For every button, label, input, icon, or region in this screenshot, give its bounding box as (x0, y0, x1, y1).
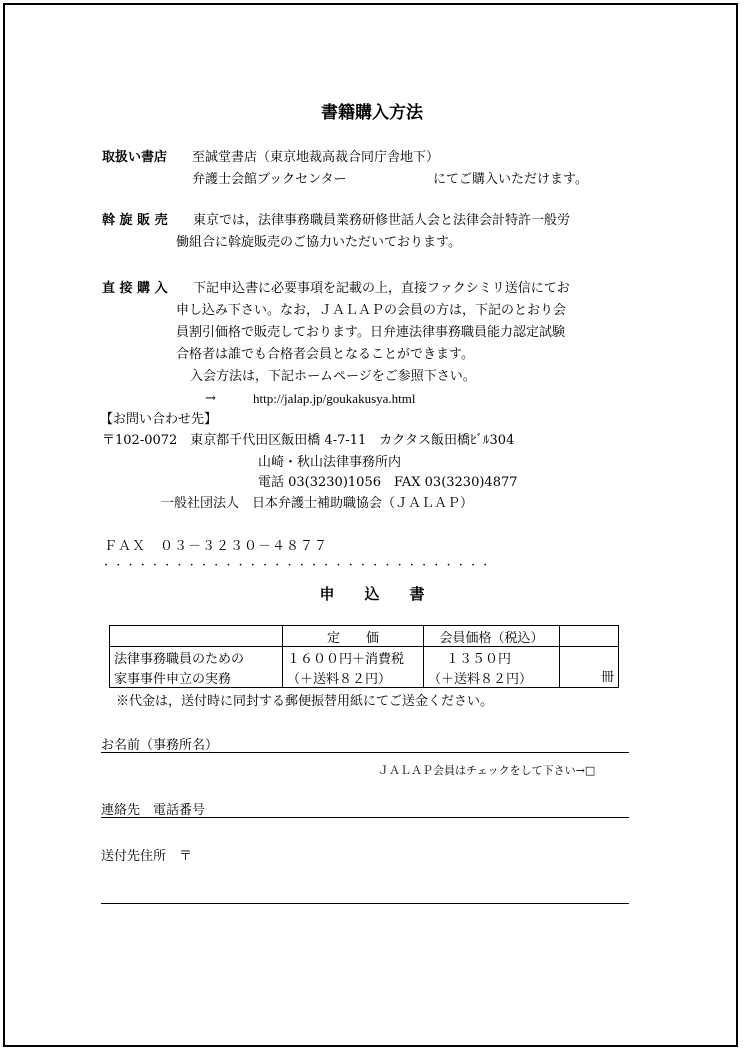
member-price-line2: （＋送料８２円） (424, 667, 560, 688)
mediation-line2: 働組合に斡旋販売のご協力いただいております。 (176, 235, 461, 250)
header-quantity (560, 626, 619, 647)
fax-number-header: ＦＡＸ ０３－３２３０－４８７７ (104, 539, 329, 554)
direct-line1: 下記申込書に必要事項を記載の上，直接ファクシミリ送信にてお (193, 281, 570, 296)
direct-line2: 申し込み下さい。なお，ＪＡＬＡＰの会員の方は，下記のとおり会 (176, 303, 567, 318)
contact-organization: 一般社団法人 日本弁護士補助職協会（ＪＡＬＡＰ） (161, 496, 474, 511)
store-label: 取扱い書店 (102, 150, 168, 165)
contact-phone-fax: 電話 03(3230)1056 FAX 03(3230)4877 (258, 475, 518, 490)
member-checkbox-label[interactable]: ＪＡＬＡＰ会員はチェックをして下さい→□ (378, 764, 596, 777)
url-arrow: → (205, 391, 216, 406)
mediation-line1: 東京では，法律事務職員業務研修世話人会と法律会計特許一般労 (193, 213, 571, 228)
address-label: 送付先住所 〒 (101, 849, 193, 864)
store-line1: 至誠堂書店（東京地裁高裁合同庁舎地下） (192, 150, 440, 165)
store-line2-left: 弁護士会館ブックセンター (192, 172, 347, 187)
direct-line5: 入会方法は，下記ホームページをご参照下さい。 (190, 369, 476, 384)
direct-line4: 合格者は誰でも合格者会員となることができます。 (176, 347, 474, 362)
direct-label: 直 接 購 入 (102, 281, 168, 296)
contact-heading: 【お問い合わせ先】 (100, 412, 218, 427)
table-header-row (110, 626, 619, 647)
table-row-cont (110, 667, 619, 688)
page-title: 書籍購入方法 (321, 103, 423, 123)
member-price-line1: １３５０円 (424, 647, 560, 668)
address-input-line[interactable] (101, 903, 629, 904)
book-title-line2: 家事事件申立の実務 (110, 667, 283, 688)
quantity-cell[interactable] (560, 647, 619, 688)
form-title: 申 込 書 (319, 585, 425, 603)
store-line2-right: にてご購入いただけます。 (433, 172, 588, 187)
cut-line: ································ (104, 558, 496, 573)
header-price: 定 価 (283, 626, 424, 647)
name-input-line[interactable] (101, 752, 629, 753)
mediation-label: 斡 旋 販 売 (102, 213, 168, 228)
book-title-line1: 法律事務職員のための (110, 647, 283, 668)
direct-line3: 員割引価格で販売しております。日弁連法律事務職員能力認定試験 (176, 325, 565, 340)
contact-address: 〒102-0072 東京都千代田区飯田橋 4-7-11 カクタス飯田橋ﾋﾞﾙ304 (102, 433, 515, 448)
unit-label: 冊 (600, 670, 614, 685)
payment-note: ※代金は，送付時に同封する郵便振替用紙にてご送金ください。 (116, 694, 494, 709)
header-member-price: 会員価格（税込） (424, 626, 560, 647)
name-label: お名前（事務所名） (101, 738, 219, 753)
jalap-url-link[interactable]: http://jalap.jp/goukakusya.html (253, 391, 416, 406)
price-line1: １６００円＋消費税 (283, 647, 424, 668)
contact-phone-label: 連絡先 電話番号 (101, 803, 206, 818)
contact-office: 山崎・秋山法律事務所内 (258, 455, 402, 470)
phone-input-line[interactable] (101, 817, 629, 818)
header-book (110, 626, 283, 647)
order-table (109, 625, 619, 688)
table-row (110, 647, 619, 668)
price-line2: （＋送料８２円） (283, 667, 424, 688)
